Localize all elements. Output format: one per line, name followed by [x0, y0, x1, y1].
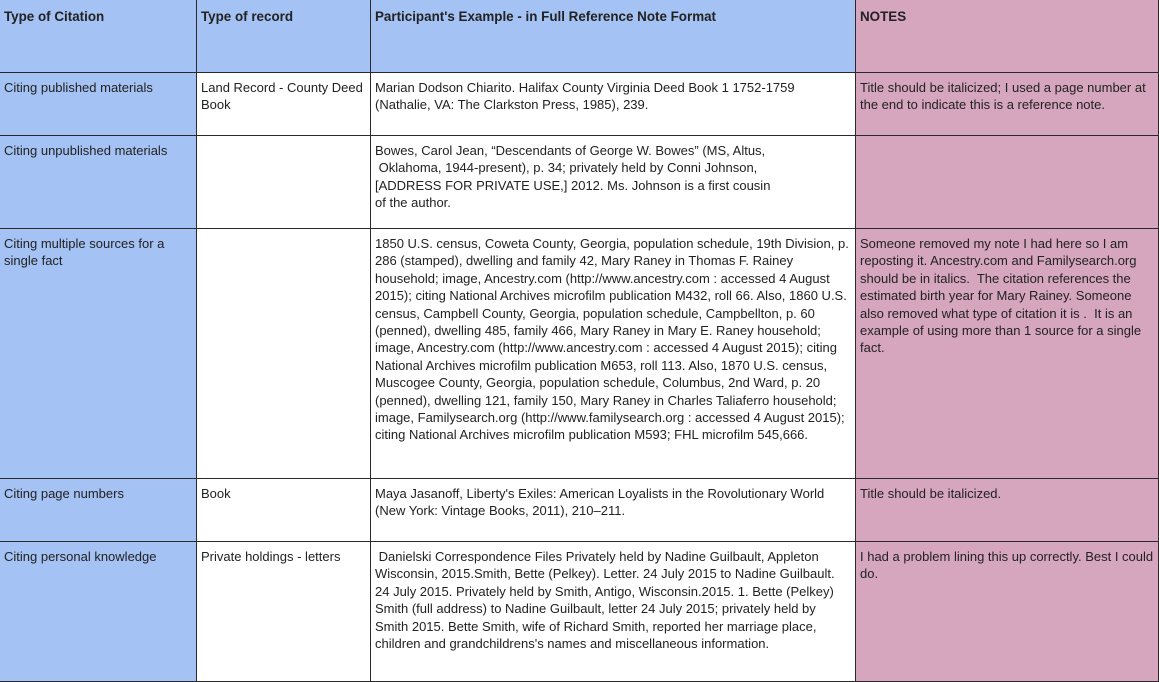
cell-citation[interactable]: Citing page numbers [0, 479, 197, 542]
cell-notes[interactable]: Title should be italicized; I used a page number at the end to indicate this is a reference note. [856, 73, 1159, 136]
cell-citation[interactable]: Citing unpublished materials [0, 136, 197, 229]
cell-notes[interactable]: I had a problem lining this up correctly. Best I could do. [856, 542, 1159, 682]
cell-record[interactable] [197, 229, 371, 479]
table-row [0, 136, 1159, 229]
cell-citation[interactable]: Citing multiple sources for a single fact [0, 229, 197, 479]
cell-record[interactable]: Book [197, 479, 371, 542]
cell-example[interactable]: Bowes, Carol Jean, “Descendants of George W. Bowes” (MS, Altus, Oklahoma, 1944-present), p. 34; privately held by Conni Johnson, [ADDRESS FOR PRIVATE USE,] 2012. Ms. Johnson is a first cousin of the author. [371, 136, 856, 229]
header-type-of-citation[interactable]: Type of Citation [0, 0, 197, 73]
cell-citation[interactable]: Citing personal knowledge [0, 542, 197, 682]
header-participants-example[interactable]: Participant's Example - in Full Reference Note Format [371, 0, 856, 73]
cell-example[interactable]: Maya Jasanoff, Liberty's Exiles: American Loyalists in the Rovolutionary World (New York: Vintage Books, 2011), 210–211. [371, 479, 856, 542]
cell-example[interactable]: 1850 U.S. census, Coweta County, Georgia, population schedule, 19th Division, p. 286 (stamped), dwelling and family 42, Mary Raney in Thomas F. Rainey household; image, Ancestry.com (http://www.ancestry.com : accessed 4 August 2015); citing National Archives microfilm publication M432, roll 66. Also, 1860 U.S. census, Campbell County, Georgia, population schedule, Campbellton, p. 60 (penned), dwelling 485, family 466, Mary Raney in Mary E. Raney household; image, Ancestry.com (http://www.ancestry.com : accessed 4 August 2015); citing National Archives microfilm publication M653, roll 113. Also, 1870 U.S. census, Muscogee County, Georgia, population schedule, Columbus, 2nd Ward, p. 20 (penned), dwelling 121, family 150, Mary Raney in Charles Taliaferro household; image, Familysearch.org (http://www.familysearch.org : accessed 4 August 2015); citing National Archives microfilm publication M593; FHL microfilm 545,666. [371, 229, 856, 479]
header-row [0, 0, 1159, 73]
cell-notes[interactable] [856, 136, 1159, 229]
table-row [0, 542, 1159, 682]
table-row [0, 479, 1159, 542]
cell-citation[interactable]: Citing published materials [0, 73, 197, 136]
cell-notes[interactable]: Someone removed my note I had here so I am reposting it. Ancestry.com and Familysearch.org should be in italics. The citation references the estimated birth year for Mary Rainey. Someone also removed what type of citation it is . It is an example of using more than 1 source for a single fact. [856, 229, 1159, 479]
cell-record[interactable]: Land Record - County Deed Book [197, 73, 371, 136]
cell-record[interactable]: Private holdings - letters [197, 542, 371, 682]
table-row [0, 229, 1159, 479]
cell-notes[interactable]: Title should be italicized. [856, 479, 1159, 542]
header-notes[interactable]: NOTES [856, 0, 1159, 73]
table-row [0, 73, 1159, 136]
cell-record[interactable] [197, 136, 371, 229]
cell-example[interactable]: Danielski Correspondence Files Privately held by Nadine Guilbault, Appleton Wisconsin, 2015.Smith, Bette (Pelkey). Letter. 24 July 2015 to Nadine Guilbault. 24 July 2015. Privately held by Smith, Antigo, Wisconsin.2015. 1. Bette (Pelkey) Smith (full address) to Nadine Guilbault, letter 24 July 2015; privately held by Smith 2015. Bette Smith, wife of Richard Smith, reported her marriage place, children and grandchildrens's names and miscellaneous information. [371, 542, 856, 682]
cell-example[interactable]: Marian Dodson Chiarito. Halifax County Virginia Deed Book 1 1752-1759 (Nathalie, VA: The Clarkston Press, 1985), 239. [371, 73, 856, 136]
header-type-of-record[interactable]: Type of record [197, 0, 371, 73]
